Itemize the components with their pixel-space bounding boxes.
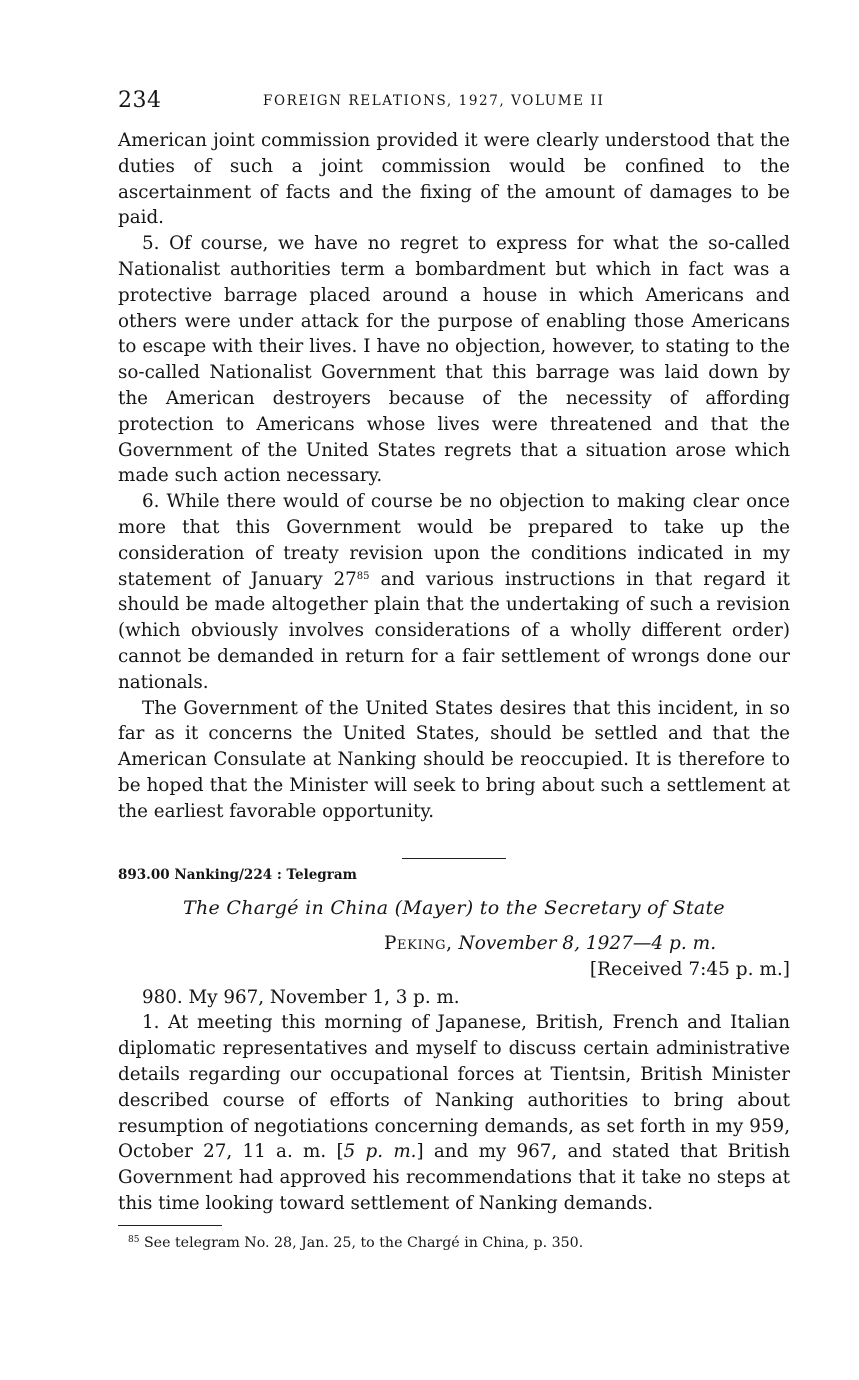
page-number: 234 [118,88,162,113]
footnote-divider [118,1225,222,1226]
dateline-date: November 8, 1927—4 p. m. [458,932,717,954]
paragraph-980: 980. My 967, November 1, 3 p. m. [142,986,460,1008]
footnote-mark: 85 [128,1234,140,1245]
paragraph-5: 5. Of course, we have no regret to express for what the so-called Nationalist authorities term a bombardment but which in fact was a protective barrage placed around a house in which Americans and others were under attack for the purpose of enabling those Americans to escape with their lives. I have no objection, however, to stating to the so-called Nationalist Government that this barrage was laid down by the American destroyers because of the necessity of affording protection to Americans whose lives were threatened and that the Government of the United States regrets that a situation arose which made such action necessary. [118,233,790,487]
file-reference: 893.00 Nanking/224 : Telegram [118,866,357,883]
footnote [118,1235,790,1251]
received-time: [Received 7:45 p. m.] [589,958,790,980]
document-page [118,88,790,1251]
paragraph-closing: The Government of the United States desires that this incident, in so far as it concerns the United States, should be settled and that the American Consulate at Nanking should be reoccupied. It is therefore to be hoped that the Minister will seek to bring about such a settlement at the earliest favorable opportunity. [118,697,790,822]
footnote-reference: 85 [356,570,370,582]
dateline-place: Peking, [384,932,453,954]
paragraph-6-text-b: and various instructions in that regard it should be made altogether plain that the undertaking of such a revision (which obviously involves considerations of a wholly different order) cannot be demanded in return for a fair settlement of wrongs done our nationals. [118,568,790,693]
instruction-text [118,128,790,825]
document-heading: The Chargé in China (Mayer) to the Secretary of State [183,896,725,919]
section-divider [402,858,506,859]
footnote-text: See telegram No. 28, Jan. 25, to the Chargé in China, p. 350. [139,1234,584,1251]
paragraph-1 [118,1010,790,1216]
telegram-text [118,985,790,1217]
paragraph-1-text-b: ] and my 967, and stated that British Government had approved his recommendations that it take no steps at this time looking toward settlement of Nanking demands. [118,1141,790,1214]
running-title: FOREIGN RELATIONS, 1927, VOLUME II [263,93,605,109]
dateline [118,933,790,959]
paragraph-continuation: American joint commission provided it were clearly understood that the duties of such a joint commission would be confined to the ascertainment of facts and the fixing of the amount of damages to be paid. [118,130,790,229]
paragraph-6-text-a: 6. While there would of course be no objection to making clear once more that this Government would be prepared to take up the consideration of treaty revision upon the conditions indicated in my statement of January 27 [118,491,790,590]
paragraph-6 [118,489,790,695]
paragraph-1-text-a: 1. At meeting this morning of Japanese, British, French and Italian diplomatic representatives and myself to discuss certain administrative details regarding our occupational forces at Tientsin, British Minister described course of efforts of Nanking authorities to bring about resumption of negotiations concerning demands, as set forth in my 959, October 27, 11 a. m. [ [118,1012,790,1163]
paragraph-1-italic: 5 p. m. [343,1141,417,1163]
running-header [118,88,790,118]
